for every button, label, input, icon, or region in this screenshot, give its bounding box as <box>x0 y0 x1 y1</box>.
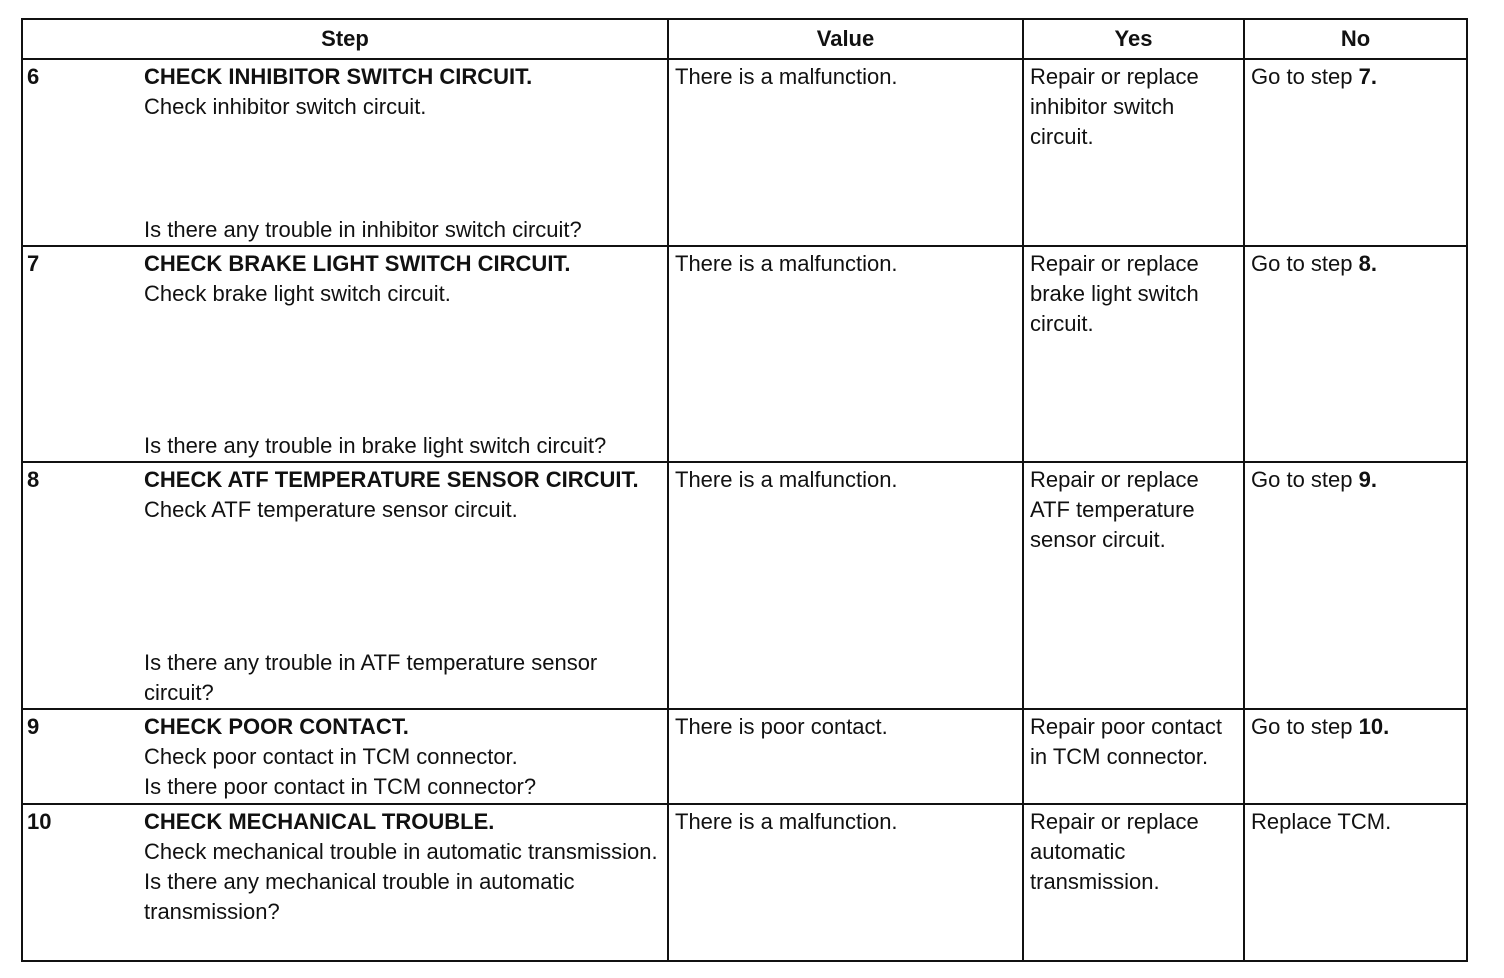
no-cell <box>1244 804 1467 961</box>
header-no: No <box>1244 19 1467 59</box>
table-row <box>22 246 1467 462</box>
step-number: 7 <box>22 246 144 462</box>
no-step-ref: 7. <box>1358 64 1377 89</box>
step-question: Is there any trouble in ATF temperature sensor circuit? <box>144 650 598 705</box>
yes-cell: Repair or replace inhibitor switch circuit. <box>1023 59 1244 246</box>
no-cell <box>1244 59 1467 246</box>
no-cell <box>1244 709 1467 804</box>
step-cell <box>144 246 668 462</box>
no-step-ref: 9. <box>1358 467 1377 492</box>
header-yes: Yes <box>1023 19 1244 59</box>
step-question: Is there any trouble in brake light switch circuit? <box>144 433 607 458</box>
no-text: Go to step <box>1251 467 1359 492</box>
step-number: 6 <box>22 59 144 246</box>
value-cell: There is a malfunction. <box>668 462 1023 709</box>
no-text: Go to step <box>1251 714 1359 739</box>
step-action: Check inhibitor switch circuit. <box>144 94 427 119</box>
header-row <box>22 19 1467 59</box>
yes-cell: Repair or replace ATF temperature sensor circuit. <box>1023 462 1244 709</box>
step-title: CHECK POOR CONTACT. <box>144 714 409 739</box>
step-title: CHECK ATF TEMPERATURE SENSOR CIRCUIT. <box>144 467 639 492</box>
step-title: CHECK INHIBITOR SWITCH CIRCUIT. <box>144 64 533 89</box>
step-question: Is there poor contact in TCM connector? <box>144 774 537 799</box>
yes-cell: Repair or replace automatic transmission. <box>1023 804 1244 961</box>
diagnostic-table <box>21 18 1468 962</box>
yes-cell: Repair or replace brake light switch circuit. <box>1023 246 1244 462</box>
no-step-ref: 8. <box>1358 251 1377 276</box>
no-text: Replace TCM. <box>1251 809 1392 834</box>
step-action: Check mechanical trouble in automatic transmission. <box>144 839 658 864</box>
step-action: Check ATF temperature sensor circuit. <box>144 497 518 522</box>
step-question: Is there any trouble in inhibitor switch circuit? <box>144 217 582 242</box>
step-cell <box>144 804 668 961</box>
step-number: 8 <box>22 462 144 709</box>
step-cell <box>144 462 668 709</box>
no-cell <box>1244 462 1467 709</box>
value-cell: There is a malfunction. <box>668 246 1023 462</box>
no-step-ref: 10. <box>1358 714 1390 739</box>
no-text: Go to step <box>1251 251 1359 276</box>
step-title: CHECK BRAKE LIGHT SWITCH CIRCUIT. <box>144 251 571 276</box>
step-title: CHECK MECHANICAL TROUBLE. <box>144 809 495 834</box>
table-row <box>22 709 1467 804</box>
table-row <box>22 59 1467 246</box>
step-action: Check brake light switch circuit. <box>144 281 451 306</box>
step-question: Is there any mechanical trouble in automatic transmission? <box>144 869 575 924</box>
value-cell: There is a malfunction. <box>668 59 1023 246</box>
table-row <box>22 804 1467 961</box>
step-number: 9 <box>22 709 144 804</box>
no-cell <box>1244 246 1467 462</box>
step-cell <box>144 709 668 804</box>
value-cell: There is poor contact. <box>668 709 1023 804</box>
step-number: 10 <box>22 804 144 961</box>
table-row <box>22 462 1467 709</box>
value-cell: There is a malfunction. <box>668 804 1023 961</box>
yes-cell: Repair poor contact in TCM connector. <box>1023 709 1244 804</box>
no-text: Go to step <box>1251 64 1359 89</box>
step-action: Check poor contact in TCM connector. <box>144 744 518 769</box>
step-cell <box>144 59 668 246</box>
header-step: Step <box>22 19 668 59</box>
header-value: Value <box>668 19 1023 59</box>
